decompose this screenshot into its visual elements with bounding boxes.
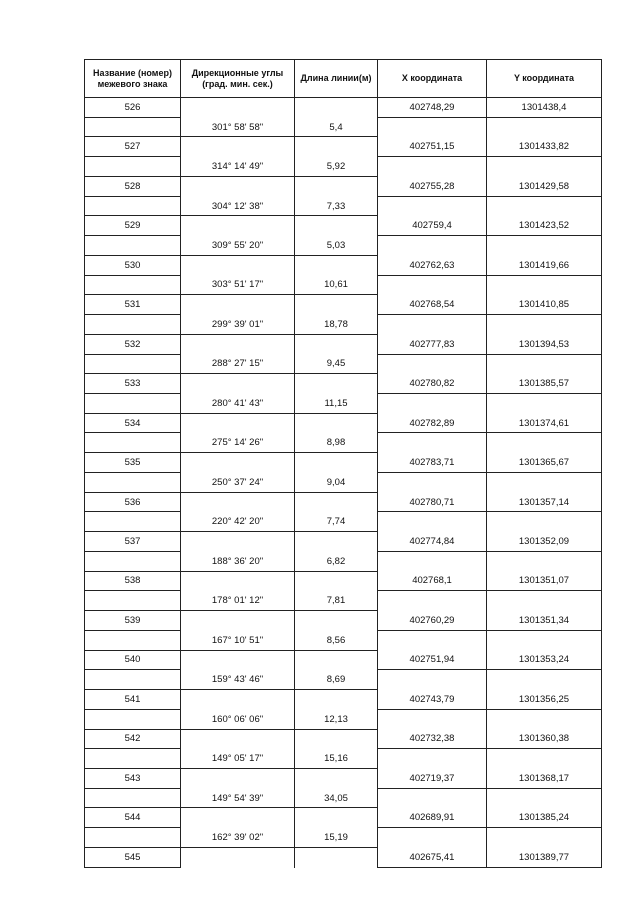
table-row <box>84 730 602 750</box>
table-row <box>84 651 602 671</box>
cell-name <box>84 236 180 256</box>
cell-y <box>486 473 602 493</box>
cell-angle <box>180 808 294 828</box>
boundary-coordinates-table <box>84 59 602 868</box>
cell-length: 5,92 <box>294 157 377 177</box>
cell-angle <box>180 414 294 434</box>
table-row <box>84 808 602 828</box>
header-x: X координата <box>377 59 486 98</box>
table-row <box>84 749 602 769</box>
cell-x <box>377 670 486 690</box>
cell-name: 527 <box>84 137 180 157</box>
cell-x <box>377 394 486 414</box>
cell-length: 15,16 <box>294 749 377 769</box>
cell-angle: 167° 10' 51" <box>180 631 294 651</box>
cell-x <box>377 591 486 611</box>
cell-y: 1301368,17 <box>486 769 602 789</box>
cell-angle: 162° 39' 02" <box>180 828 294 848</box>
table-row <box>84 572 602 592</box>
cell-name: 530 <box>84 256 180 276</box>
table-row <box>84 433 602 453</box>
cell-x <box>377 631 486 651</box>
cell-length: 5,4 <box>294 118 377 138</box>
cell-x: 402760,29 <box>377 611 486 631</box>
cell-x <box>377 355 486 375</box>
cell-length: 7,74 <box>294 512 377 532</box>
cell-y: 1301353,24 <box>486 651 602 671</box>
header-y: Y координата <box>486 59 602 98</box>
table-row <box>84 789 602 809</box>
cell-y: 1301356,25 <box>486 690 602 710</box>
table-row <box>84 631 602 651</box>
cell-name <box>84 789 180 809</box>
cell-y <box>486 749 602 769</box>
cell-y: 1301419,66 <box>486 256 602 276</box>
cell-name: 539 <box>84 611 180 631</box>
cell-name: 528 <box>84 177 180 197</box>
cell-name <box>84 828 180 848</box>
cell-x <box>377 710 486 730</box>
cell-x <box>377 828 486 848</box>
cell-name <box>84 433 180 453</box>
cell-angle <box>180 611 294 631</box>
cell-y <box>486 433 602 453</box>
cell-name: 533 <box>84 374 180 394</box>
table-row <box>84 670 602 690</box>
cell-name: 541 <box>84 690 180 710</box>
cell-length: 5,03 <box>294 236 377 256</box>
table-row <box>84 769 602 789</box>
cell-angle: 299° 39' 01" <box>180 315 294 335</box>
cell-name <box>84 394 180 414</box>
table-row <box>84 710 602 730</box>
cell-y: 1301410,85 <box>486 295 602 315</box>
cell-x <box>377 749 486 769</box>
cell-y <box>486 197 602 217</box>
cell-y <box>486 631 602 651</box>
cell-name <box>84 197 180 217</box>
cell-x <box>377 473 486 493</box>
table-row <box>84 394 602 414</box>
cell-x <box>377 433 486 453</box>
cell-y: 1301374,61 <box>486 414 602 434</box>
cell-x: 402689,91 <box>377 808 486 828</box>
cell-length <box>294 335 377 355</box>
cell-name: 536 <box>84 493 180 513</box>
cell-y: 1301352,09 <box>486 532 602 552</box>
cell-length <box>294 808 377 828</box>
table-row <box>84 98 602 118</box>
cell-angle: 159° 43' 46" <box>180 670 294 690</box>
table-row <box>84 493 602 513</box>
cell-name <box>84 670 180 690</box>
cell-length <box>294 493 377 513</box>
cell-x <box>377 197 486 217</box>
table-row <box>84 374 602 394</box>
cell-name <box>84 157 180 177</box>
cell-x: 402768,1 <box>377 572 486 592</box>
cell-x <box>377 789 486 809</box>
cell-angle <box>180 532 294 552</box>
table-row <box>84 414 602 434</box>
cell-name: 544 <box>84 808 180 828</box>
cell-y: 1301351,34 <box>486 611 602 631</box>
table-row <box>84 335 602 355</box>
table-row <box>84 591 602 611</box>
cell-angle: 303° 51' 17" <box>180 276 294 296</box>
cell-angle <box>180 493 294 513</box>
cell-angle <box>180 374 294 394</box>
table-row <box>84 295 602 315</box>
cell-angle: 304° 12' 38" <box>180 197 294 217</box>
table-row <box>84 315 602 335</box>
cell-name: 540 <box>84 651 180 671</box>
cell-x: 402751,15 <box>377 137 486 157</box>
cell-y: 1301385,57 <box>486 374 602 394</box>
cell-name: 531 <box>84 295 180 315</box>
cell-length <box>294 453 377 473</box>
cell-y <box>486 552 602 572</box>
table-row <box>84 611 602 631</box>
cell-y <box>486 276 602 296</box>
table-header-row <box>84 59 602 98</box>
cell-length <box>294 730 377 750</box>
cell-name: 537 <box>84 532 180 552</box>
cell-y <box>486 670 602 690</box>
cell-angle: 220° 42' 20" <box>180 512 294 532</box>
cell-y <box>486 789 602 809</box>
cell-angle <box>180 651 294 671</box>
cell-x: 402759,4 <box>377 216 486 236</box>
cell-x <box>377 118 486 138</box>
cell-x <box>377 276 486 296</box>
table-row <box>84 552 602 572</box>
header-angle: Дирекционные углы (град. мин. сек.) <box>180 59 294 98</box>
cell-x: 402768,54 <box>377 295 486 315</box>
cell-angle: 149° 05' 17" <box>180 749 294 769</box>
cell-y <box>486 157 602 177</box>
cell-length: 7,33 <box>294 197 377 217</box>
cell-name: 538 <box>84 572 180 592</box>
cell-length: 8,98 <box>294 433 377 453</box>
table-row <box>84 355 602 375</box>
cell-angle <box>180 216 294 236</box>
cell-name <box>84 473 180 493</box>
table-row <box>84 256 602 276</box>
cell-length <box>294 690 377 710</box>
cell-angle: 160° 06' 06" <box>180 710 294 730</box>
cell-angle: 250° 37' 24" <box>180 473 294 493</box>
cell-name <box>84 276 180 296</box>
cell-angle <box>180 137 294 157</box>
cell-angle: 301° 58' 58" <box>180 118 294 138</box>
cell-angle <box>180 453 294 473</box>
cell-y: 1301389,77 <box>486 848 602 868</box>
cell-y: 1301394,53 <box>486 335 602 355</box>
cell-length <box>294 651 377 671</box>
table-row <box>84 473 602 493</box>
table-row <box>84 216 602 236</box>
cell-y: 1301365,67 <box>486 453 602 473</box>
cell-x <box>377 512 486 532</box>
cell-name: 529 <box>84 216 180 236</box>
cell-name: 542 <box>84 730 180 750</box>
cell-x <box>377 236 486 256</box>
cell-length <box>294 137 377 157</box>
cell-length: 7,81 <box>294 591 377 611</box>
cell-x: 402755,28 <box>377 177 486 197</box>
cell-x: 402762,63 <box>377 256 486 276</box>
cell-name: 545 <box>84 848 180 868</box>
cell-angle <box>180 295 294 315</box>
cell-name <box>84 315 180 335</box>
cell-name: 532 <box>84 335 180 355</box>
cell-y: 1301357,14 <box>486 493 602 513</box>
table-row <box>84 197 602 217</box>
cell-name: 526 <box>84 98 180 118</box>
table-row <box>84 690 602 710</box>
cell-x: 402780,82 <box>377 374 486 394</box>
cell-angle: 288° 27' 15" <box>180 355 294 375</box>
cell-length <box>294 848 377 868</box>
cell-angle <box>180 572 294 592</box>
table-row <box>84 177 602 197</box>
cell-y: 1301360,38 <box>486 730 602 750</box>
cell-y: 1301438,4 <box>486 98 602 118</box>
cell-name: 543 <box>84 769 180 789</box>
header-name: Название (номер) межевого знака <box>84 59 180 98</box>
cell-name <box>84 552 180 572</box>
cell-angle <box>180 177 294 197</box>
cell-y <box>486 710 602 730</box>
cell-name <box>84 631 180 651</box>
cell-y <box>486 355 602 375</box>
table-row <box>84 157 602 177</box>
cell-length <box>294 374 377 394</box>
table-row <box>84 532 602 552</box>
table-row <box>84 512 602 532</box>
cell-length <box>294 177 377 197</box>
cell-y <box>486 512 602 532</box>
cell-length <box>294 769 377 789</box>
cell-angle: 188° 36' 20" <box>180 552 294 572</box>
cell-length <box>294 295 377 315</box>
table-body <box>84 98 602 868</box>
cell-name <box>84 710 180 730</box>
cell-x: 402675,41 <box>377 848 486 868</box>
cell-length <box>294 216 377 236</box>
cell-y <box>486 591 602 611</box>
cell-length <box>294 256 377 276</box>
cell-angle <box>180 730 294 750</box>
cell-y: 1301351,07 <box>486 572 602 592</box>
cell-name: 535 <box>84 453 180 473</box>
cell-angle <box>180 769 294 789</box>
cell-y <box>486 118 602 138</box>
cell-y: 1301423,52 <box>486 216 602 236</box>
cell-angle <box>180 98 294 118</box>
cell-length: 34,05 <box>294 789 377 809</box>
cell-name <box>84 118 180 138</box>
cell-y <box>486 828 602 848</box>
cell-angle: 275° 14' 26" <box>180 433 294 453</box>
cell-length: 18,78 <box>294 315 377 335</box>
cell-y: 1301385,24 <box>486 808 602 828</box>
cell-length <box>294 98 377 118</box>
cell-length: 11,15 <box>294 394 377 414</box>
cell-length <box>294 532 377 552</box>
cell-y <box>486 315 602 335</box>
table-row <box>84 453 602 473</box>
cell-length: 9,04 <box>294 473 377 493</box>
header-length: Длина линии(м) <box>294 59 377 98</box>
cell-x <box>377 552 486 572</box>
cell-length <box>294 572 377 592</box>
table-row <box>84 236 602 256</box>
cell-length: 9,45 <box>294 355 377 375</box>
cell-y <box>486 394 602 414</box>
table-row <box>84 848 602 868</box>
cell-length: 12,13 <box>294 710 377 730</box>
table-row <box>84 137 602 157</box>
cell-angle: 149° 54' 39" <box>180 789 294 809</box>
table-row <box>84 828 602 848</box>
cell-x: 402777,83 <box>377 335 486 355</box>
cell-angle <box>180 335 294 355</box>
cell-name: 534 <box>84 414 180 434</box>
cell-x <box>377 157 486 177</box>
cell-angle: 309° 55' 20" <box>180 236 294 256</box>
cell-angle <box>180 256 294 276</box>
cell-y: 1301429,58 <box>486 177 602 197</box>
cell-length: 8,56 <box>294 631 377 651</box>
cell-length <box>294 414 377 434</box>
cell-angle <box>180 690 294 710</box>
table-row <box>84 276 602 296</box>
cell-angle: 314° 14' 49" <box>180 157 294 177</box>
cell-length: 10,61 <box>294 276 377 296</box>
cell-x: 402783,71 <box>377 453 486 473</box>
cell-angle <box>180 848 294 868</box>
cell-x: 402719,37 <box>377 769 486 789</box>
cell-x: 402780,71 <box>377 493 486 513</box>
cell-name <box>84 512 180 532</box>
cell-length <box>294 611 377 631</box>
cell-name <box>84 749 180 769</box>
cell-x <box>377 315 486 335</box>
cell-name <box>84 355 180 375</box>
cell-length: 8,69 <box>294 670 377 690</box>
cell-x: 402782,89 <box>377 414 486 434</box>
cell-length: 15,19 <box>294 828 377 848</box>
cell-angle: 280° 41' 43" <box>180 394 294 414</box>
cell-length: 6,82 <box>294 552 377 572</box>
cell-x: 402748,29 <box>377 98 486 118</box>
cell-x: 402743,79 <box>377 690 486 710</box>
cell-y: 1301433,82 <box>486 137 602 157</box>
cell-x: 402732,38 <box>377 730 486 750</box>
cell-x: 402774,84 <box>377 532 486 552</box>
cell-x: 402751,94 <box>377 651 486 671</box>
cell-name <box>84 591 180 611</box>
cell-angle: 178° 01' 12" <box>180 591 294 611</box>
cell-y <box>486 236 602 256</box>
table-row <box>84 118 602 138</box>
